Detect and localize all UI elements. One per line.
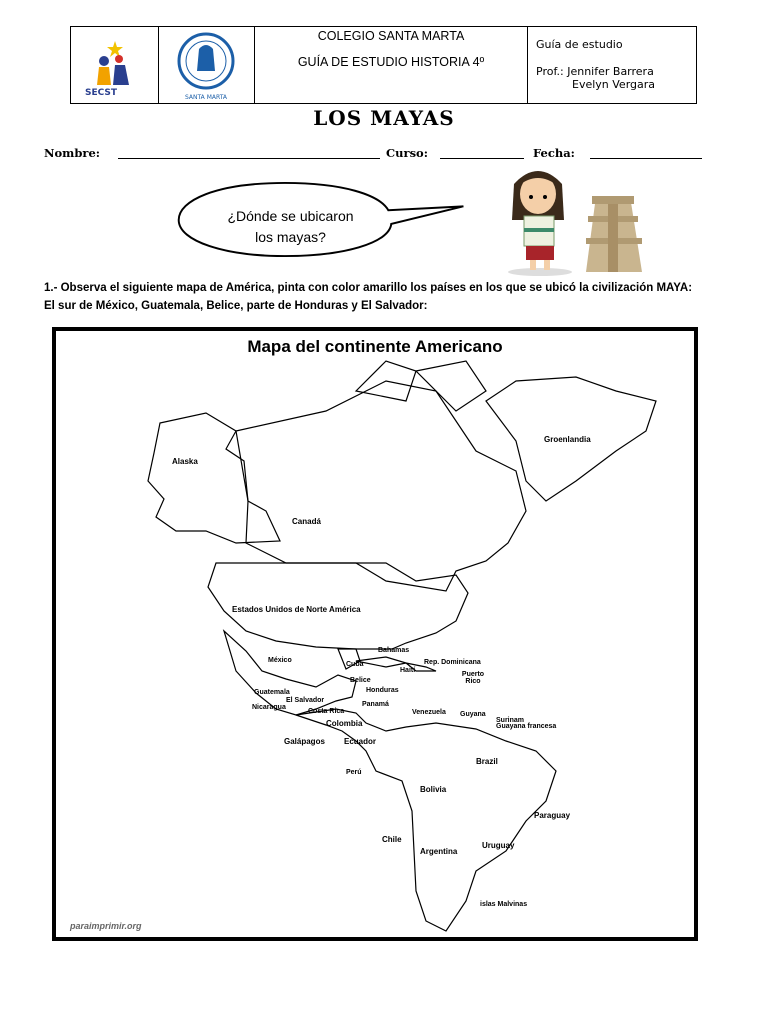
- course-label: Curso:: [386, 146, 428, 160]
- svg-text:SANTA MARTA: SANTA MARTA: [184, 94, 228, 101]
- label-galapagos: Galápagos: [284, 737, 325, 746]
- date-line[interactable]: [590, 158, 702, 159]
- santa-marta-logo: [159, 27, 253, 103]
- label-colombia: Colombia: [326, 719, 363, 728]
- course-line[interactable]: [440, 158, 524, 159]
- page-title: LOS MAYAS: [313, 106, 455, 130]
- map-title: Mapa del continente Americano: [247, 337, 503, 356]
- label-el-salvador: El Salvador: [286, 697, 325, 704]
- name-line[interactable]: [118, 158, 380, 159]
- teacher-2: Evelyn Vergara: [572, 78, 656, 91]
- label-honduras: Honduras: [366, 687, 399, 694]
- teacher-1: Prof.: Jennifer Barrera: [536, 65, 654, 78]
- label-rep-dominicana: Rep. Dominicana: [424, 659, 481, 666]
- label-mexico: México: [268, 657, 292, 664]
- bubble-line-2: los mayas?: [255, 229, 326, 245]
- label-venezuela: Venezuela: [412, 709, 446, 716]
- label-canada: Canadá: [292, 517, 321, 526]
- logo-cell-2: [159, 27, 255, 103]
- header-center: [255, 27, 528, 103]
- name-label: Nombre:: [44, 146, 101, 160]
- america-map[interactable]: [52, 327, 698, 941]
- label-nicaragua: Nicaragua: [252, 704, 286, 711]
- label-cuba: Cuba: [346, 661, 364, 668]
- label-usa: Estados Unidos de Norte América: [232, 605, 361, 614]
- instruction-text: 1.- Observa el siguiente mapa de América, pinta con color amarillo los países en los que se ubicó la civilización MAYA: El sur de México, Guatemala, Belice, parte de Honduras y El Salvador:: [44, 282, 693, 312]
- bubble-text: [173, 206, 408, 248]
- label-ecuador: Ecuador: [344, 737, 377, 746]
- date-label: Fecha:: [533, 146, 575, 160]
- label-haiti: Haití: [400, 667, 416, 674]
- watermark: paraimprimir.org: [70, 921, 142, 931]
- secst-logo: [71, 27, 157, 103]
- label-argentina: Argentina: [420, 847, 458, 856]
- guide-name: GUÍA DE ESTUDIO HISTORIA 4º: [297, 55, 485, 69]
- label-puerto-rico: Puerto Rico: [461, 671, 485, 685]
- school-name: COLEGIO SANTA MARTA: [317, 29, 465, 43]
- label-surinam: Surinam: [496, 717, 525, 724]
- label-uruguay: Uruguay: [482, 841, 515, 850]
- label-costa-rica: Costa Rica: [308, 708, 345, 715]
- label-alaska: Alaska: [172, 457, 198, 466]
- header-right: [528, 27, 696, 103]
- label-guayana-francesa: Guayana francesa: [496, 723, 557, 730]
- label-malvinas: islas Malvinas: [480, 901, 528, 908]
- label-bolivia: Bolivia: [420, 785, 447, 794]
- maya-girl-illustration: [500, 164, 660, 278]
- logo-cell-1: [71, 27, 159, 103]
- label-belice: Belice: [350, 677, 371, 684]
- label-paraguay: Paraguay: [534, 811, 571, 820]
- bubble-line-1: ¿Dónde se ubicaron: [227, 208, 354, 224]
- label-panama: Panamá: [362, 701, 389, 708]
- label-groenlandia: Groenlandia: [544, 435, 591, 444]
- label-guyana: Guyana: [460, 711, 486, 718]
- header-table: [70, 26, 697, 104]
- svg-text:SECST: SECST: [85, 88, 118, 98]
- label-bahamas: Bahamas: [378, 647, 410, 654]
- label-chile: Chile: [382, 835, 402, 844]
- label-guatemala: Guatemala: [254, 689, 290, 696]
- map-outline: [56, 331, 694, 937]
- doc-type: Guía de estudio: [536, 38, 623, 51]
- label-peru: Perú: [346, 769, 362, 776]
- label-brasil: Brazil: [476, 757, 498, 766]
